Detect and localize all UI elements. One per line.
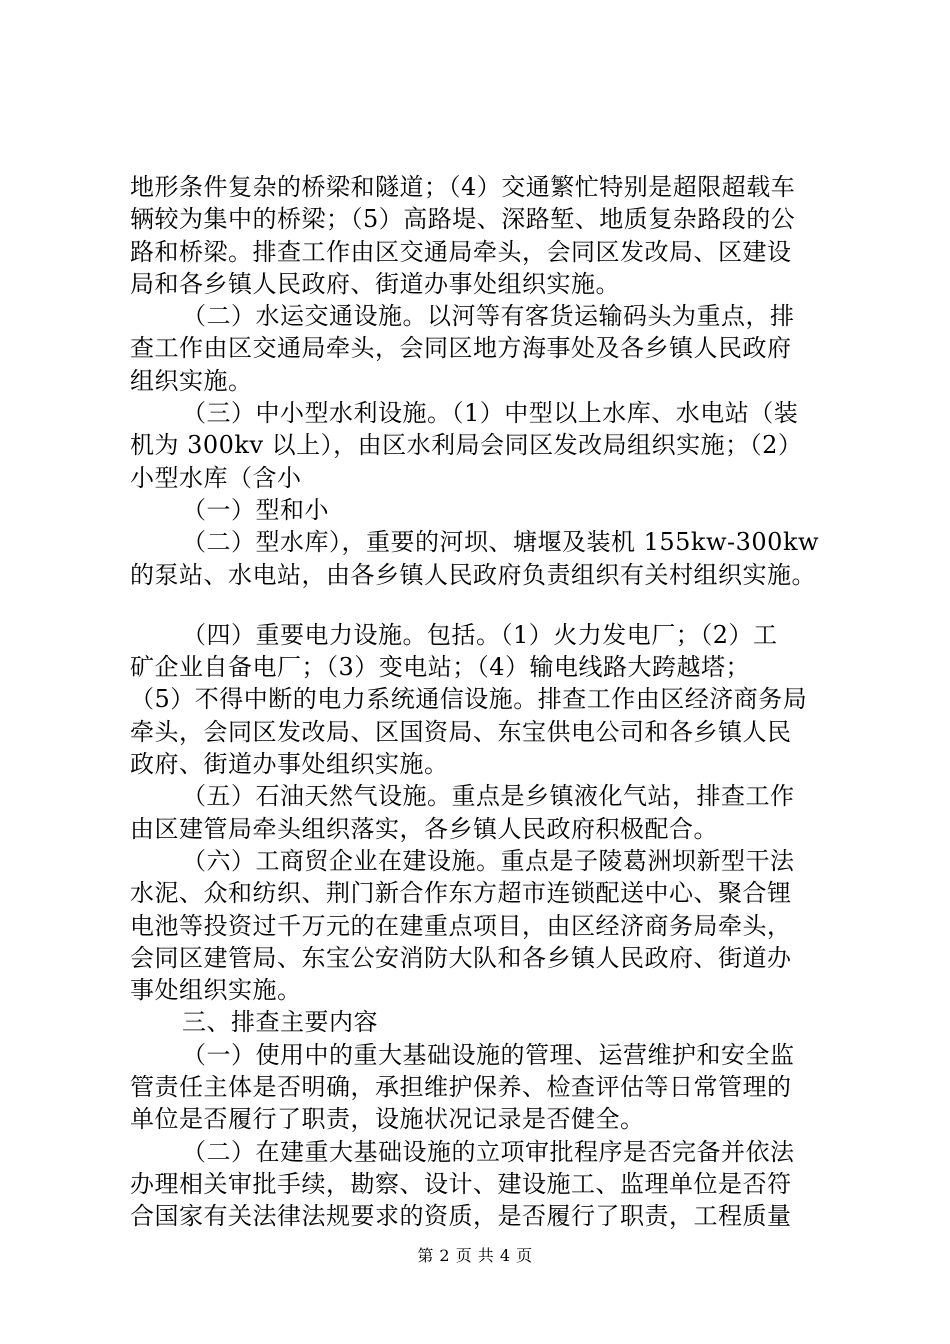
text-line: 电池等投资过千万元的在建重点项目，由区经济商务局牵头， [130,911,792,940]
text-line: 辆较为集中的桥梁；（5）高路堤、深路堑、地质复杂路段的公 [130,205,796,234]
text-line: 会同区建管局、东宝公安消防大队和各乡镇人民政府、街道办 [130,943,792,972]
paragraph-start-line: （五）石油天然气设施。重点是乡镇液化气站，排查工作 [182,782,795,811]
text-line: 小型水库（含小 [130,463,302,492]
text-line: 牵头，会同区发改局、区国资局、东宝供电公司和各乡镇人民 [130,717,792,746]
document-body [130,171,842,1233]
text-line: 局和各乡镇人民政府、街道办事处组织实施。 [130,269,620,298]
text-line: （5）不得中断的电力系统通信设施。排查工作由区经济商务局 [130,685,808,714]
text-line: 事处组织实施。 [130,976,302,1005]
text-line: 办理相关审批手续，勘察、设计、建设施工、监理单位是否符 [130,1169,792,1198]
paragraph-start-line: （二）在建重大基础设施的立项审批程序是否完备并依法 [182,1137,795,1166]
paragraph-start-line: （一）使用中的重大基础设施的管理、运营维护和安全监 [182,1040,795,1069]
section-heading: 三、排查主要内容 [182,1008,378,1037]
text-line: 水泥、众和纺织、荆门新合作东方超市连锁配送中心、聚合锂 [130,879,792,908]
text-line: 的泵站、水电站，由各乡镇人民政府负责组织有关村组织实施。 [130,560,816,589]
text-line: 组织实施。 [130,366,253,395]
paragraph-gap [130,591,842,619]
text-line: 查工作由区交通局牵头，会同区地方海事处及各乡镇人民政府 [130,334,792,363]
paragraph-start-line: （二）型水库），重要的河坝、塘堰及装机 155kw-300kw [182,528,820,557]
paragraph-start-line: （四）重要电力设施。包括。（1）火力发电厂；（2）工 [182,620,778,649]
paragraph-start-line: （二）水运交通设施。以河等有客货运输码头为重点，排 [182,302,795,331]
text-line: 路和桥梁。排查工作由区交通局牵头，会同区发改局、区建设 [130,237,792,266]
text-line: 单位是否履行了职责，设施状况记录是否健全。 [130,1105,645,1134]
text-line: 合国家有关法律法规要求的资质，是否履行了职责，工程质量 [130,1202,792,1231]
text-line: 矿企业自备电厂；（3）变电站；（4）输电线路大跨越塔； [130,653,751,682]
page-footer: 第 2 页 共 4 页 [417,1246,533,1265]
text-line: 管责任主体是否明确，承担维护保养、检查评估等日常管理的 [130,1073,792,1102]
paragraph-start-line: （三）中小型水利设施。（1）中型以上水库、水电站（装 [182,399,799,428]
text-line: 地形条件复杂的桥梁和隧道；（4）交通繁忙特别是超限超载车 [130,173,796,201]
text-line: 机为 300kv 以上），由区水利局会同区发改局组织实施；（2） [130,431,803,460]
text-line: 政府、街道办事处组织实施。 [130,750,449,779]
paragraph-start-line: （六）工商贸企业在建设施。重点是子陵葛洲坝新型干法 [182,846,795,875]
paragraph-start-line: （一）型和小 [182,495,329,524]
text-line: 由区建管局牵头组织落实，各乡镇人民政府积极配合。 [130,814,718,843]
